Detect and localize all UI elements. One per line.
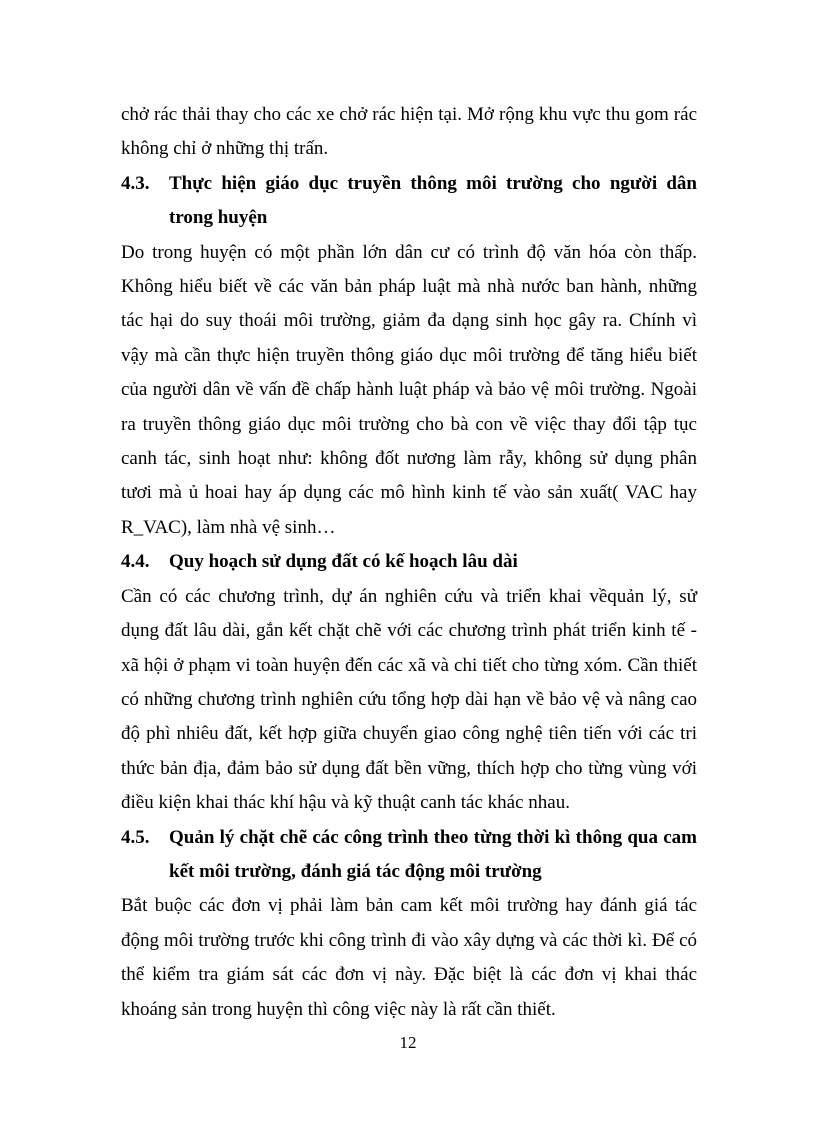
section-heading-4-3 — [121, 167, 697, 236]
section-heading-4-5 — [121, 821, 697, 890]
section-heading-4-4 — [121, 545, 697, 579]
section-title: Quy hoạch sử dụng đất có kế hoạch lâu dài — [169, 551, 518, 573]
section-number: 4.4. — [121, 551, 150, 573]
intro-paragraph: chở rác thải thay cho các xe chở rác hiện tại. Mở rộng khu vực thu gom rác không chỉ ở những thị trấn. — [121, 104, 697, 160]
section-number: 4.5. — [121, 826, 150, 848]
section-title: Thực hiện giáo dục truyền thông môi trường cho người dân trong huyện — [169, 172, 697, 229]
section-body-4-5: Bắt buộc các đơn vị phải làm bản cam kết môi trường hay đánh giá tác động môi trường trước khi công trình đi vào xây dựng và các thời kì. Để có thể kiểm tra giám sát các đơn vị này. Đặc biệt là các đơn vị khai thác khoáng sản trong huyện thì công việc này là rất cần thiết. — [121, 895, 697, 1020]
section-title: Quản lý chặt chẽ các công trình theo từng thời kì thông qua cam kết môi trường, đánh giá tác động môi trường — [169, 826, 697, 882]
page-number: 12 — [399, 1033, 417, 1052]
document-page — [121, 98, 697, 1027]
section-body-4-3: Do trong huyện có một phần lớn dân cư có trình độ văn hóa còn thấp. Không hiểu biết về các văn bản pháp luật mà nhà nước ban hành, những tác hại do suy thoái môi trường, giảm đa dạng sinh học gây ra. Chính vì vậy mà cần thực hiện truyền thông giáo dục môi trường để tăng hiểu biết của người dân về vấn đề chấp hành luật pháp và bảo vệ môi trường. Ngoài ra truyền thông giáo dục môi trường cho bà con về việc thay đổi tập tục canh tác, sinh hoạt như: không đốt nương làm rẫy, không sử dụng phân tươi mà ủ hoai hay áp dụng các mô hình kinh tế vào sản xuất( VAC hay R_VAC), làm nhà vệ sinh… — [121, 241, 697, 538]
section-body-4-4: Cần có các chương trình, dự án nghiên cứu và triển khai vềquản lý, sử dụng đất lâu dài, gắn kết chặt chẽ với các chương trình phát triển kinh tế - xã hội ở phạm vi toàn huyện đến các xã và chi tiết cho từng xóm. Cần thiết có những chương trình nghiên cứu tổng hợp dài hạn về bảo vệ và nâng cao độ phì nhiêu đất, kết hợp giữa chuyển giao công nghệ tiên tiến với các tri thức bản địa, đảm bảo sử dụng đất bền vững, thích hợp cho từng vùng với điều kiện khai thác khí hậu và kỹ thuật canh tác khác nhau. — [121, 585, 697, 814]
section-number: 4.3. — [121, 172, 150, 194]
